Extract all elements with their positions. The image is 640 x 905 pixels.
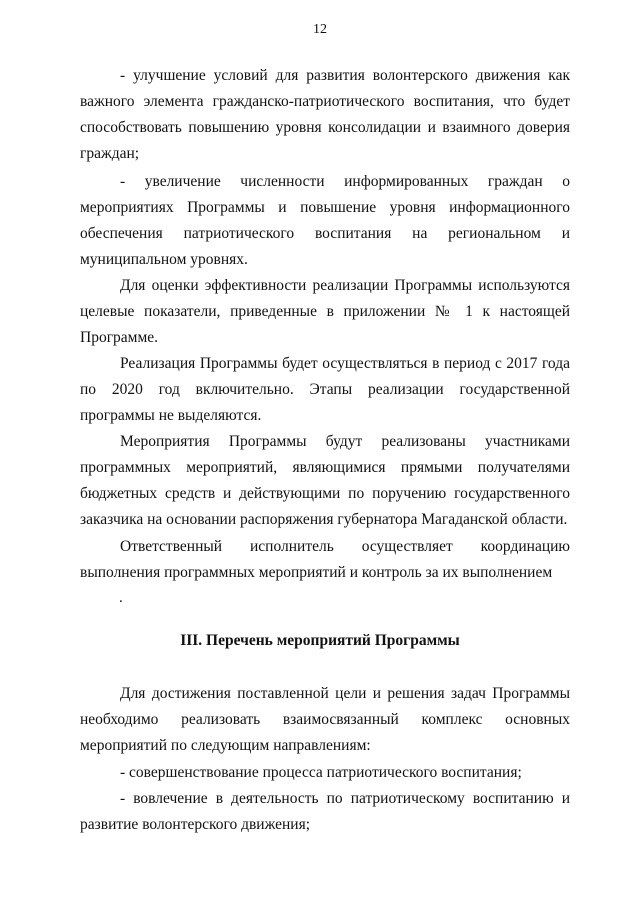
paragraph-efficiency-indicators: Для оценки эффективности реализации Программы используются целевые показатели, приведенные в приложении № 1 к настоящей Программе. bbox=[80, 277, 570, 346]
stray-dot: . bbox=[119, 590, 123, 606]
paragraph-volunteer-conditions: - улучшение условий для развития волонтерского движения как важного элемента гражданско-патриотического воспитания, что будет способствовать повышению уровня консолидации и взаимного доверия граждан; bbox=[80, 67, 570, 162]
page-number: 12 bbox=[313, 22, 327, 37]
list-item-patriotic-process: - совершенствование процесса патриотического воспитания; bbox=[120, 764, 522, 781]
paragraph-implementation-period: Реализация Программы будет осуществляться в период с 2017 года по 2020 год включительно. Этапы реализации государственной программы не выделяются. bbox=[80, 355, 570, 424]
list-item-volunteer-involvement: - вовлечение в деятельность по патриотическому воспитанию и развитие волонтерского движения; bbox=[80, 790, 570, 833]
paragraph-program-participants: Мероприятия Программы будут реализованы участниками программных мероприятий, являющимися прямыми получателями бюджетных средств и действующими по поручению государственного заказчика на основании распоряжения губернатора Магаданской области. bbox=[80, 433, 570, 528]
section-heading: III. Перечень мероприятий Программы bbox=[180, 632, 460, 649]
paragraph-goal-achievement: Для достижения поставленной цели и решения задач Программы необходимо реализовать взаимосвязанный комплекс основных мероприятий по следующим направлениям: bbox=[80, 685, 570, 754]
paragraph-responsible-executor: Ответственный исполнитель осуществляет координацию выполнения программных мероприятий и контроль за их выполнением bbox=[80, 538, 570, 581]
paragraph-informed-citizens: - увеличение численности информированных граждан о мероприятиях Программы и повышение уровня информационного обеспечения патриотического воспитания на региональном и муниципальном уровнях. bbox=[80, 173, 570, 268]
